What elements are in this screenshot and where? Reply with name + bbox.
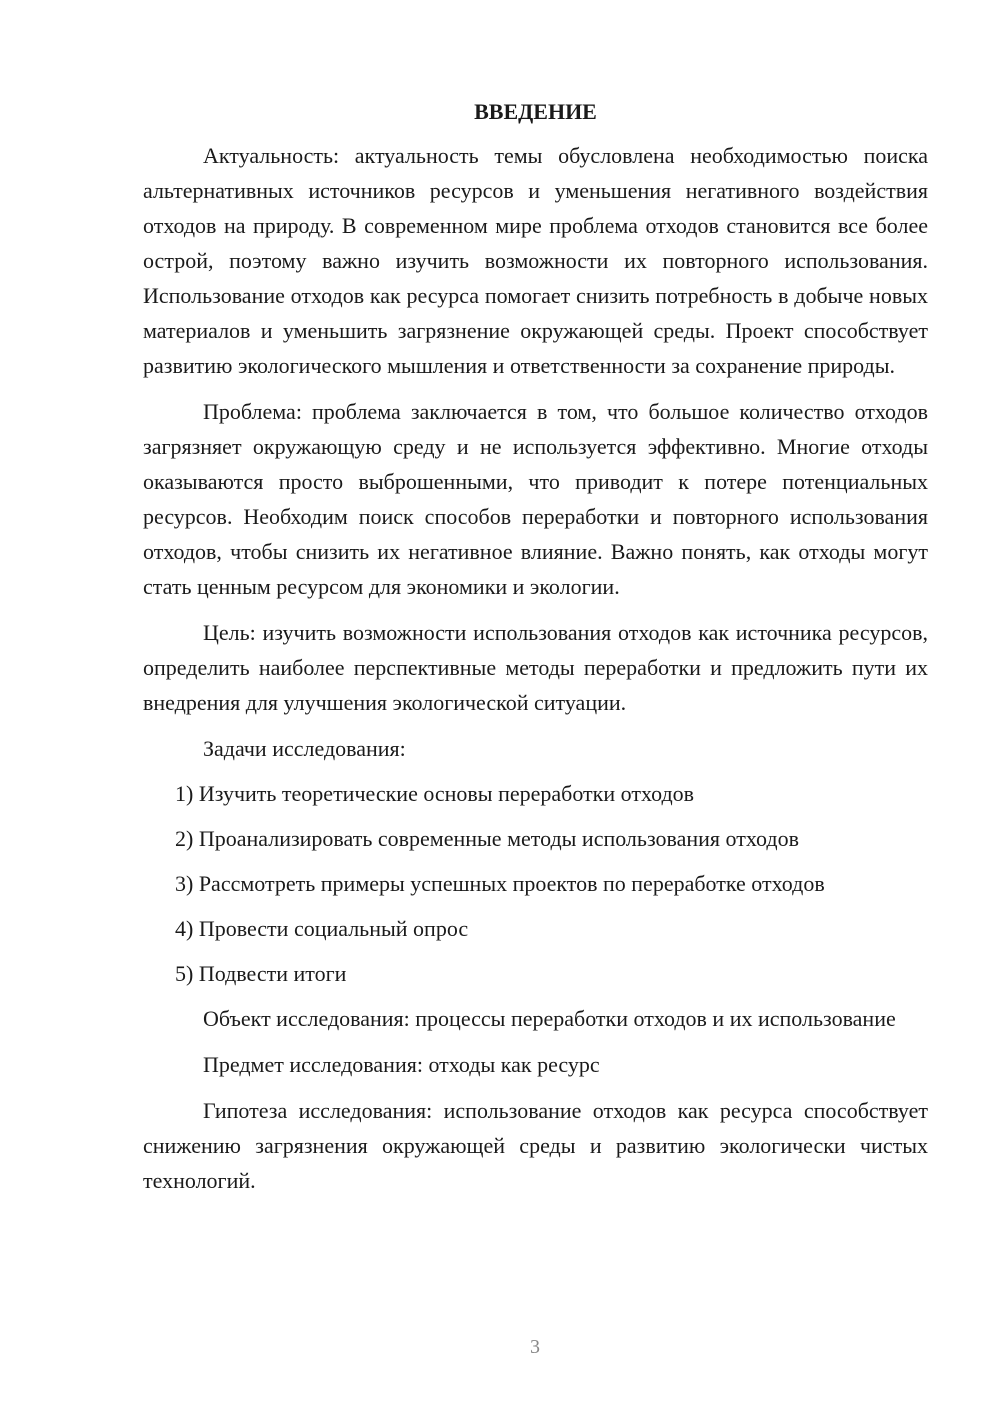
task-item: 4) Провести социальный опрос xyxy=(175,916,469,941)
paragraph-problem: Проблема: проблема заключается в том, что большое количество отходов загрязняет окружающую среду и не используется эффективно. Многие отходы оказываются просто выброшенными, что приводит к потере потенциальных ресурсов. Необходим поиск способов переработки и повторного использования отходов, чтобы снизить их негативное влияние. Важно понять, как отходы могут стать ценным ресурсом для экономики и экологии. xyxy=(143,399,928,599)
tasks-heading: Задачи исследования: xyxy=(203,736,406,761)
section-title: ВВЕДЕНИЕ xyxy=(474,99,597,124)
page-content xyxy=(143,92,928,1209)
task-item: 2) Проанализировать современные методы использования отходов xyxy=(175,826,799,851)
task-item: 3) Рассмотреть примеры успешных проектов по переработке отходов xyxy=(175,871,825,896)
tasks-list xyxy=(143,776,928,991)
paragraph-object: Объект исследования: процессы переработки отходов и их использование xyxy=(203,1006,896,1031)
paragraph-goal: Цель: изучить возможности использования отходов как источника ресурсов, определить наиболее перспективные методы переработки и предложить пути их внедрения для улучшения экологической ситуации. xyxy=(143,620,928,715)
page-number: 3 xyxy=(530,1336,540,1358)
paragraph-hypothesis: Гипотеза исследования: использование отходов как ресурса способствует снижению загрязнения окружающей среды и развитию экологически чистых технологий. xyxy=(143,1098,928,1193)
task-item: 1) Изучить теоретические основы переработки отходов xyxy=(175,781,695,806)
paragraph-subject: Предмет исследования: отходы как ресурс xyxy=(203,1052,600,1077)
paragraph-relevance: Актуальность: актуальность темы обусловлена необходимостью поиска альтернативных источников ресурсов и уменьшения негативного воздействия отходов на природу. В современном мире проблема отходов становится все более острой, поэтому важно изучить возможности их повторного использования. Использование отходов как ресурса помогает снизить потребность в добыче новых материалов и уменьшить загрязнение окружающей среды. Проект способствует развитию экологического мышления и ответственности за сохранение природы. xyxy=(143,143,928,378)
task-item: 5) Подвести итоги xyxy=(175,961,347,986)
